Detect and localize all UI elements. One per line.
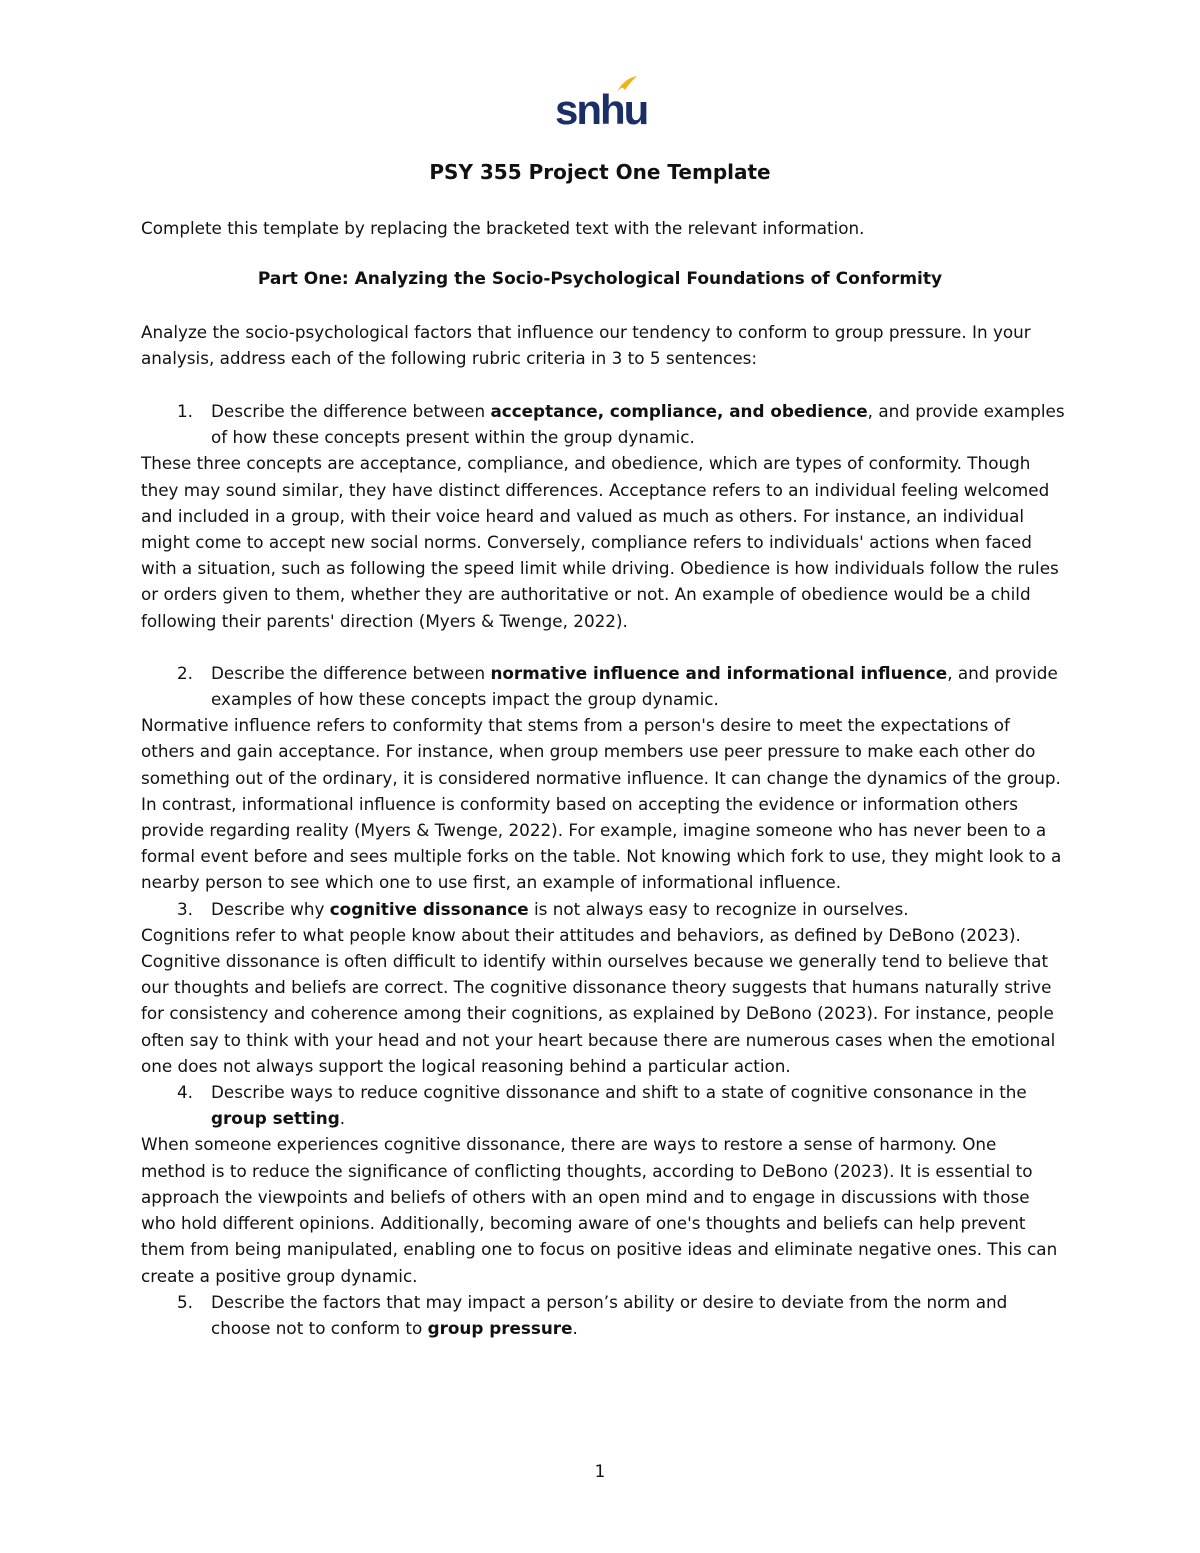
question-keyword: acceptance, compliance, and obedience (490, 401, 868, 421)
question-4 (141, 1079, 1066, 1131)
answer-3: Cognitions refer to what people know about their attitudes and behaviors, as defined by DeBono (2023). Cognitive dissonance is often difficult to identify within ourselves because we generally tend to believe that our thoughts and beliefs are correct. The cognitive dissonance theory suggests that humans naturally strive for consistency and coherence among their cognitions, as explained by DeBono (2023). For instance, people often say to think with your head and not your heart because there are numerous cases when the emotional one does not always support the logical reasoning behind a particular action. (141, 924, 1056, 1076)
answer-2: Normative influence refers to conformity that stems from a person's desire to meet the expectations of others and gain acceptance. For instance, when group members use peer pressure to make each other do something out of the ordinary, it is considered normative influence. It can change the dynamics of the group. In contrast, informational influence is conformity based on accepting the evidence or information others provide regarding reality (Myers & Twenge, 2022). For example, imagine someone who has never been to a formal event before and sees multiple forks on the table. Not knowing which fork to use, they might look to a nearby person to see which one to use first, an example of informational influence. (141, 715, 1062, 893)
question-number: 2. (177, 662, 194, 683)
question-keyword: group pressure (427, 1317, 573, 1338)
answer-4: When someone experiences cognitive dissonance, there are ways to restore a sense of harmony. One method is to reduce the significance of conflicting thoughts, according to DeBono (2023). It is essential to approach the viewpoints and beliefs of others with an open mind and to engage in discussions with those who hold different opinions. Additionally, becoming aware of one's thoughts and beliefs can help prevent them from being manipulated, enabling one to focus on positive ideas and eliminate negative ones. This can create a positive group dynamic. (141, 1134, 1058, 1286)
question-text-end: . (572, 1317, 578, 1338)
question-text-end: is not always easy to recognize in ourselves. (528, 898, 909, 919)
question-text: Describe the difference between (211, 662, 491, 683)
question-text: Describe ways to reduce cognitive dissonance and shift to a state of cognitive consonance in the (211, 1082, 1027, 1103)
snhu-logo (555, 74, 648, 133)
intro-paragraph: Analyze the socio-psychological factors that influence our tendency to conform to group pressure. In your analysis, address each of the following rubric criteria in 3 to 5 sentences: (141, 322, 1031, 369)
question-keyword: cognitive dissonance (329, 898, 529, 919)
answer-1: These three concepts are acceptance, compliance, and obedience, which are types of conformity. Though they may sound similar, they have distinct differences. Acceptance refers to an individual feeling welcomed and included in a group, with their voice heard and valued as much as others. For instance, an individual might come to accept new social norms. Conversely, compliance refers to individuals' actions when faced with a situation, such as following the speed limit while driving. Obedience is how individuals follow the rules or orders given to them, whether they are authoritative or not. An example of obedience would be a child following their parents' direction (Myers & Twenge, 2022). (141, 453, 1059, 631)
question-5 (141, 1289, 1066, 1341)
question-2 (141, 660, 1066, 712)
question-text: Describe the factors that may impact a person’s ability or desire to deviate from the norm and choose not to conform to (211, 1291, 1008, 1338)
part-heading: Part One: Analyzing the Socio-Psychological Foundations of Conformity (257, 269, 943, 289)
questions-section (141, 398, 1066, 1341)
question-text-end: , and provide examples of how these concepts present within the group dynamic. (211, 401, 1065, 448)
question-keyword: normative influence and informational influence (490, 662, 948, 683)
spacer (141, 634, 1066, 660)
instructions-text: Complete this template by replacing the bracketed text with the relevant information. (141, 218, 865, 238)
document-title: PSY 355 Project One Template (429, 160, 771, 184)
question-text: Describe why (211, 898, 330, 919)
question-3 (141, 896, 1066, 922)
question-text: Describe the difference between (211, 401, 491, 421)
question-number: 1. (177, 401, 194, 421)
question-1 (141, 398, 1066, 450)
page-number: 1 (594, 1461, 606, 1481)
question-keyword: group setting (211, 1108, 340, 1129)
logo-text: snhu (555, 86, 648, 133)
question-number: 5. (177, 1291, 194, 1312)
question-number: 3. (177, 898, 194, 919)
question-text-end: . (339, 1108, 346, 1129)
question-number: 4. (177, 1082, 194, 1103)
question-text-end: , and provide examples of how these concepts impact the group dynamic. (211, 662, 1058, 710)
